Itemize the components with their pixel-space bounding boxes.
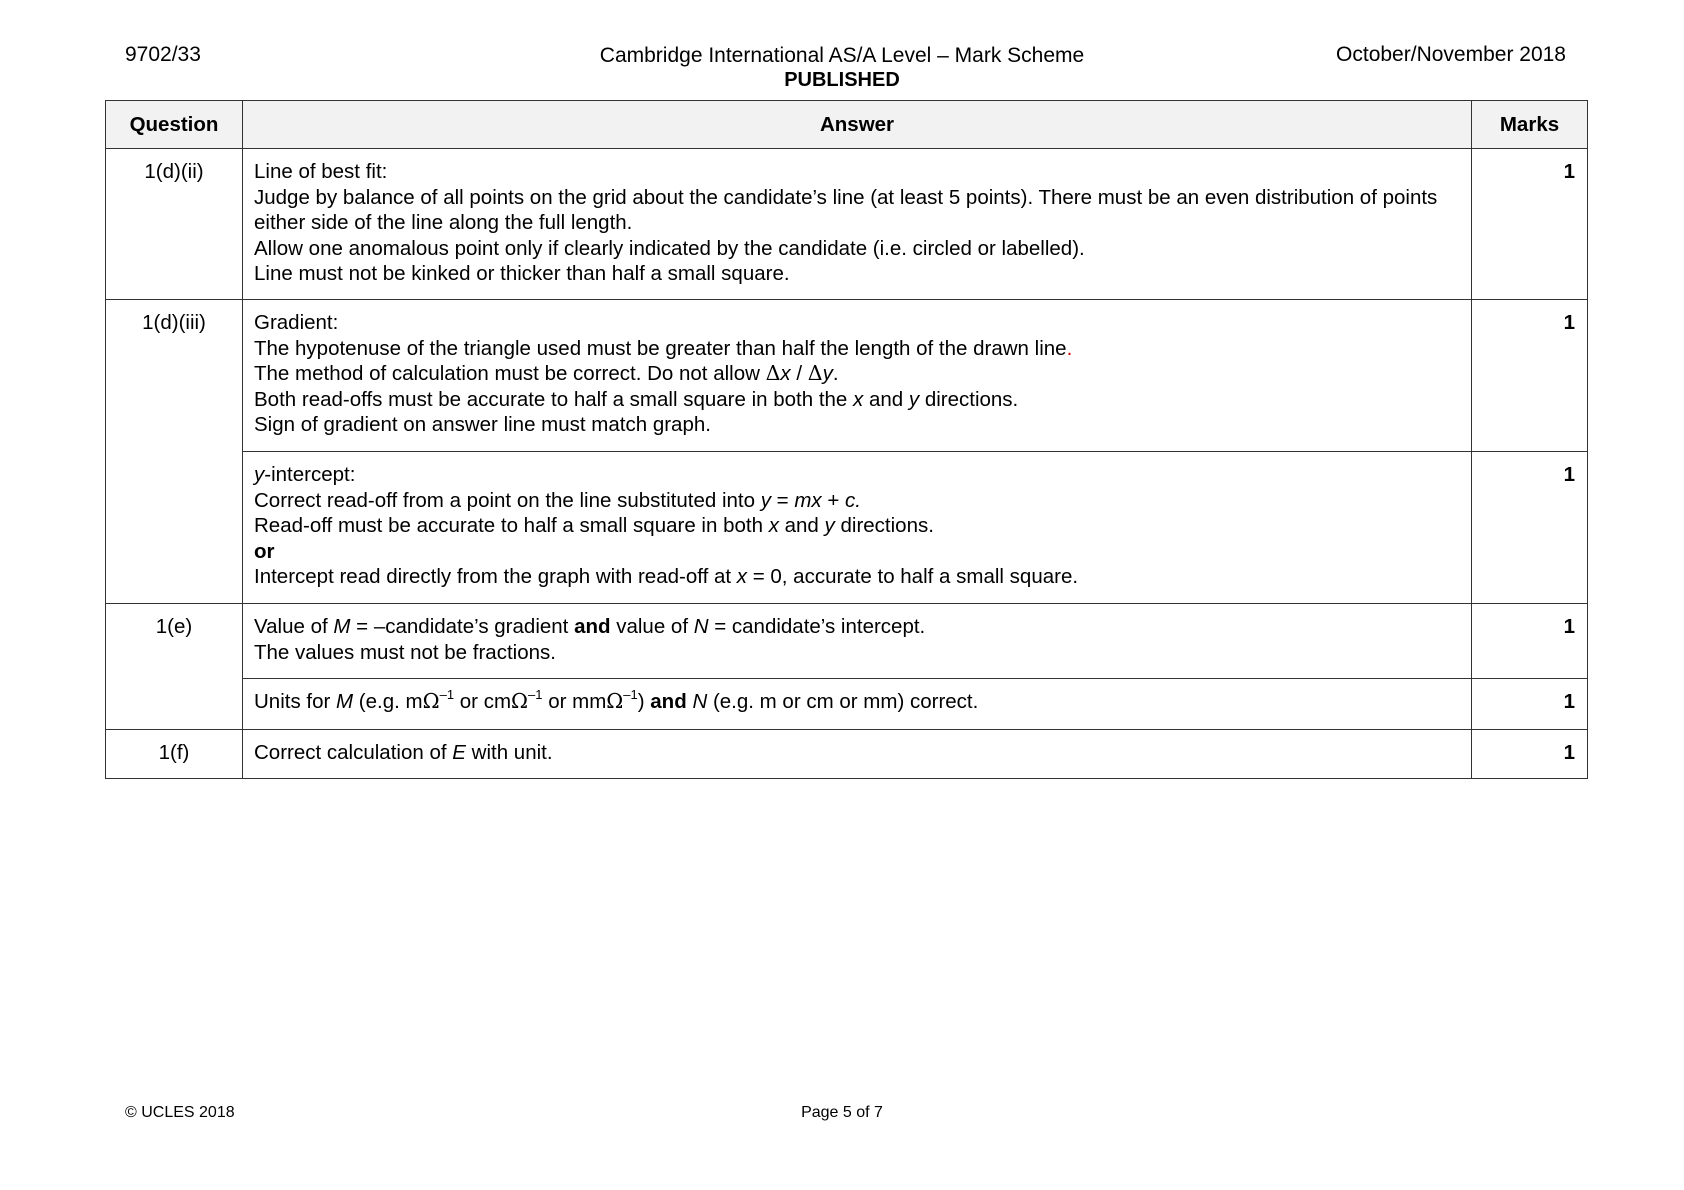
answer-line — [254, 539, 1460, 565]
answer-cell — [243, 679, 1472, 730]
exponent: –1 — [623, 687, 638, 702]
document-title: Cambridge International AS/A Level – Mark Scheme — [599, 44, 1085, 67]
and-label: and — [574, 615, 611, 638]
answer-line: Line must not be kinked or thicker than half a small square. — [254, 262, 790, 285]
var-y: y — [824, 514, 835, 537]
delta-symbol: Δ — [807, 361, 823, 385]
exponent: –1 — [528, 687, 543, 702]
answer-line: Sign of gradient on answer line must match graph. — [254, 413, 711, 436]
answer-text: = — [770, 488, 795, 512]
marks-value: 1 — [1472, 300, 1588, 452]
column-header-answer: Answer — [243, 101, 1472, 149]
paper-code: 9702/33 — [125, 43, 201, 66]
omega-symbol: Ω — [422, 689, 440, 713]
var-y: y — [760, 488, 771, 512]
question-number: 1(d)(ii) — [106, 149, 243, 300]
marks-value: 1 — [1472, 679, 1588, 730]
page-number: Page 5 of 7 — [801, 1104, 883, 1121]
var-mx: mx — [794, 488, 822, 512]
answer-text: Units for — [254, 690, 337, 713]
answer-text: directions. — [919, 387, 1019, 411]
answer-line — [254, 387, 1460, 413]
answer-line: Gradient: — [254, 311, 339, 334]
answer-line — [254, 462, 1460, 488]
mark-scheme-table — [105, 100, 1588, 779]
answer-text: Value of — [254, 615, 334, 638]
answer-text: Correct calculation of — [254, 741, 453, 764]
var-x: x — [853, 387, 864, 411]
omega-symbol: Ω — [606, 689, 624, 713]
var-y: y — [822, 362, 833, 385]
question-number: 1(d)(iii) — [106, 300, 243, 604]
published-label: PUBLISHED — [784, 69, 900, 91]
var-M: M — [336, 690, 354, 713]
answer-text: -intercept: — [264, 463, 356, 486]
answer-text: Intercept read directly from the graph with read-off at — [254, 565, 737, 588]
answer-text: ) — [637, 690, 651, 713]
delta-symbol: Δ — [765, 361, 781, 385]
var-M: M — [333, 615, 351, 638]
var-x: x — [768, 514, 779, 537]
column-header-question: Question — [106, 101, 243, 149]
table-header-row — [106, 101, 1588, 149]
answer-line — [254, 513, 1460, 539]
answer-line — [254, 564, 1460, 590]
or-label: or — [254, 539, 275, 563]
answer-line: Line of best fit: — [254, 160, 388, 183]
answer-text: (e.g. m or cm or mm) correct. — [707, 690, 979, 713]
answer-text: = 0, accurate to half a small square. — [747, 565, 1079, 588]
answer-text: = candidate’s intercept. — [708, 615, 926, 638]
var-y: y — [254, 463, 265, 486]
answer-text: Both read-offs must be accurate to half a small square in both the — [254, 387, 854, 411]
red-period: . — [1066, 336, 1073, 360]
table-row — [106, 452, 1588, 604]
answer-text: and — [863, 387, 909, 411]
table-row — [106, 300, 1588, 452]
marks-value: 1 — [1472, 604, 1588, 679]
question-number: 1(f) — [106, 730, 243, 779]
var-x: x — [736, 565, 748, 588]
answer-text: The method of calculation must be correct. Do not allow — [254, 362, 766, 385]
answer-text: . — [832, 362, 839, 385]
answer-text: Correct read-off from a point on the line substituted into — [254, 488, 761, 512]
table-row — [106, 604, 1588, 679]
table-row — [106, 679, 1588, 730]
answer-line — [254, 361, 1460, 387]
answer-cell — [243, 149, 1472, 300]
answer-text: with unit. — [465, 741, 553, 764]
answer-text: The hypotenuse of the triangle used must be greater than half the length of the drawn line — [254, 336, 1067, 360]
var-x: x — [780, 362, 791, 385]
var-N: N — [693, 615, 709, 638]
answer-text: value of — [610, 615, 694, 638]
marks-value: 1 — [1472, 452, 1588, 604]
question-number: 1(e) — [106, 604, 243, 730]
answer-line — [254, 689, 1460, 715]
answer-cell — [243, 452, 1472, 604]
answer-text: or cm — [454, 690, 512, 713]
column-header-marks: Marks — [1472, 101, 1588, 149]
marks-value: 1 — [1472, 149, 1588, 300]
exponent: –1 — [439, 687, 455, 702]
answer-cell — [243, 300, 1472, 452]
answer-line: Judge by balance of all points on the grid about the candidate’s line (at least 5 points). There must be an even distribution of points either side of the line along the full length. — [254, 185, 1438, 234]
answer-text: + — [821, 488, 846, 512]
answer-text: or mm — [542, 690, 607, 713]
slash: / — [790, 362, 808, 385]
answer-text: (e.g. m — [353, 690, 423, 713]
and-label: and — [650, 690, 687, 713]
answer-line — [254, 740, 1460, 766]
exam-session: October/November 2018 — [1336, 43, 1566, 66]
var-N: N — [692, 690, 708, 713]
table-row — [106, 730, 1588, 779]
answer-text: and — [778, 514, 825, 537]
answer-text: directions. — [834, 514, 934, 537]
answer-cell — [243, 604, 1472, 679]
answer-text: Read-off must be accurate to half a small square in both — [254, 514, 769, 537]
answer-cell — [243, 730, 1472, 779]
var-E: E — [452, 741, 466, 764]
omega-symbol: Ω — [511, 689, 529, 713]
answer-line — [254, 614, 1460, 640]
answer-line: The values must not be fractions. — [254, 640, 556, 664]
answer-line — [254, 488, 1460, 514]
var-y: y — [908, 387, 920, 411]
marks-value: 1 — [1472, 730, 1588, 779]
answer-text: = –candidate’s gradient — [350, 615, 575, 638]
answer-line — [254, 336, 1460, 362]
var-c: c. — [845, 488, 861, 512]
table-row — [106, 149, 1588, 300]
copyright-notice: © UCLES 2018 — [125, 1104, 235, 1121]
answer-line: Allow one anomalous point only if clearly indicated by the candidate (i.e. circled or labelled). — [254, 236, 1085, 260]
